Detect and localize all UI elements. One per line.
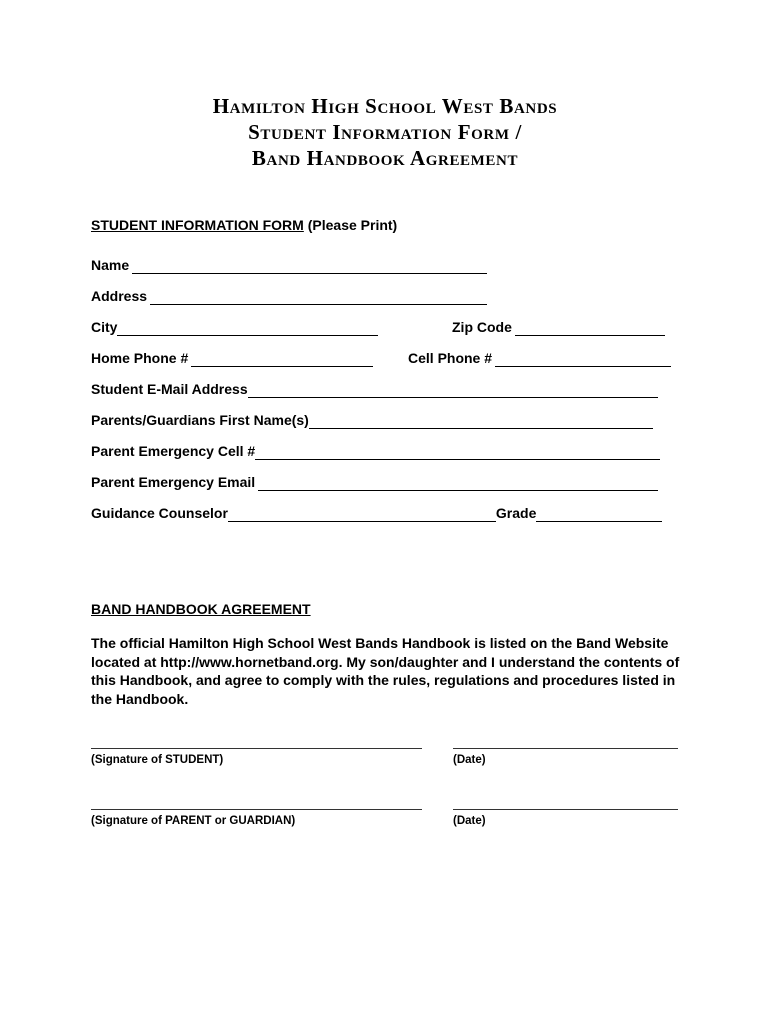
- grade-input-line[interactable]: [536, 506, 662, 522]
- parents-names-label: Parents/Guardians First Name(s): [91, 412, 309, 428]
- student-email-label: Student E-Mail Address: [91, 381, 248, 397]
- student-signature-caption: (Signature of STUDENT): [91, 754, 224, 766]
- parent-date-caption: (Date): [453, 815, 486, 827]
- student-info-heading: [91, 216, 397, 234]
- parent-email-field: [91, 473, 658, 491]
- parent-cell-input-line[interactable]: [255, 444, 660, 460]
- home-phone-field: [91, 349, 373, 367]
- address-input-line[interactable]: [150, 289, 487, 305]
- handbook-agreement-heading-label: BAND HANDBOOK AGREEMENT: [91, 601, 311, 617]
- guidance-counselor-input-line[interactable]: [228, 506, 496, 522]
- home-phone-label: Home Phone #: [91, 350, 189, 366]
- cell-phone-field: [408, 349, 671, 367]
- parent-signature-line[interactable]: [91, 809, 422, 810]
- name-input-line[interactable]: [132, 258, 487, 274]
- student-email-field: [91, 380, 658, 398]
- parent-email-label: Parent Emergency Email: [91, 474, 256, 490]
- please-print-note: (Please Print): [303, 217, 398, 233]
- parent-signature-caption: (Signature of PARENT or GUARDIAN): [91, 815, 296, 827]
- form-title-line-3: Band Handbook Agreement: [251, 146, 519, 170]
- cell-phone-input-line[interactable]: [495, 351, 671, 367]
- student-email-input-line[interactable]: [248, 382, 658, 398]
- form-title-line-2: Student Information Form /: [248, 120, 522, 144]
- guidance-counselor-field: [91, 504, 662, 522]
- parent-cell-field: [91, 442, 660, 460]
- parent-email-input-line[interactable]: [258, 475, 658, 491]
- student-signature-line[interactable]: [91, 748, 422, 749]
- name-field: [91, 256, 487, 274]
- name-label: Name: [91, 257, 130, 273]
- form-title-line-1: Hamilton High School West Bands: [212, 94, 558, 118]
- city-field: [91, 318, 378, 336]
- student-date-line[interactable]: [453, 748, 678, 749]
- guidance-counselor-label: Guidance Counselor: [91, 505, 228, 521]
- zip-code-input-line[interactable]: [515, 320, 665, 336]
- grade-label: Grade: [495, 505, 537, 521]
- zip-code-label: Zip Code: [452, 319, 512, 335]
- cell-phone-label: Cell Phone #: [408, 350, 493, 366]
- address-label: Address: [91, 288, 148, 304]
- student-date-caption: (Date): [453, 754, 486, 766]
- parents-names-field: [91, 411, 653, 429]
- agreement-text: The official Hamilton High School West Bands Handbook is listed on the Band Website located at http://www.hornetband.org. My son/daughter and I understand the contents of this Handbook, and agree to comply with the rules, regulations and procedures listed in the Handbook.: [91, 635, 680, 707]
- student-info-heading-label: STUDENT INFORMATION FORM: [91, 217, 304, 233]
- city-label: City: [91, 319, 118, 335]
- home-phone-input-line[interactable]: [191, 351, 373, 367]
- handbook-agreement-heading: [91, 600, 311, 618]
- city-input-line[interactable]: [117, 320, 378, 336]
- parents-names-input-line[interactable]: [309, 413, 653, 429]
- parent-date-line[interactable]: [453, 809, 678, 810]
- address-field: [91, 287, 487, 305]
- parent-cell-label: Parent Emergency Cell #: [91, 443, 256, 459]
- zip-code-field: [452, 318, 665, 336]
